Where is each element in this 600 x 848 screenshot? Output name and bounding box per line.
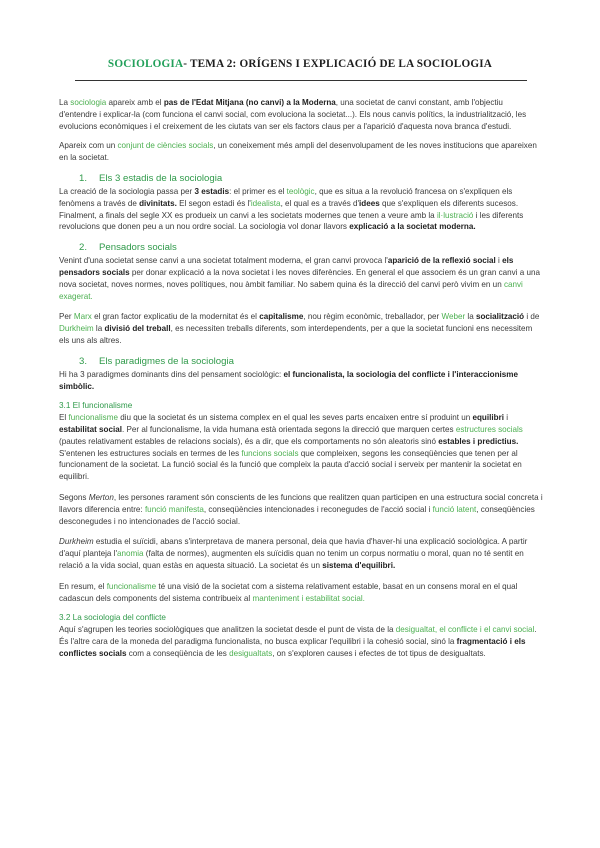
subsection-3-1-heading: 3.1 El funcionalisme	[59, 401, 133, 411]
section-3-intro: Hi ha 3 paradigmes dominants dins del pensament sociològic: el funcionalista, la sociologia del conflicte i l'interaccionisme simbòlic.	[59, 369, 518, 391]
section-2-heading: 2. Pensadors socials	[79, 242, 177, 254]
subsection-3-1-paragraph-4: En resum, el funcionalisme té una visió de la societat com a sistema relativament estable, basat en un consens moral en el qual cadascun dels components del sistema contribueix al manteniment i estabilitat social.	[59, 581, 518, 603]
title-topic: - TEMA 2: ORÍGENS I EXPLICACIÓ DE LA SOCIOLOGIA	[183, 58, 493, 70]
keyword-sociologia: sociologia	[70, 98, 107, 107]
title-subject: SOCIOLOGIA	[107, 58, 184, 70]
subsection-3-1-paragraph-3: Durkheim estudia el suïcidi, abans s'interpretava de manera personal, deia que havia d'haver-hi una explicació sociològica. A partir d'aquí planteja l'anomia (falta de normes), augmenten els suïcidis quan no tenim un corpus normatiu o moral, quan no té sentit en relació a la vida social, quan estàs en aquesta situació. La societat és un sistema d'equilibri.	[59, 537, 528, 570]
subsection-3-2-heading: 3.2 La sociologia del conflicte	[59, 613, 166, 623]
section-2-paragraph-1: Venint d'una societat sense canvi a una societat totalment moderna, el gran canvi provoca l'aparició de la reflexió social i els pensadors socials per donar explicació a la nova societat i les noves diferències. En general el que associem és un gran canvi a una nova societat, noves normes, noves polítiques, nou àmbit familiar. No sabem quina és la direcció del canvi però vivim en un canvi exagerat.	[59, 256, 540, 301]
subsection-3-1-paragraph-2: Segons Merton, les persones rarament són conscients de les funcions que realitzen quan participen en una estructura social concreta i llavors diferencia entre: funció manifesta, conseqüències intencionades i reconegudes de l'acció social i funció latent, conseqüències desconegudes i no intencionades de l'acció social.	[59, 492, 543, 526]
section-3-heading: 3. Els paradigmes de la sociologia	[79, 355, 234, 367]
document-body	[59, 97, 543, 659]
section-2-paragraph-2: Per Marx el gran factor explicatiu de la modernitat és el capitalisme, nou règim econòmic, treballador, per Weber la socialització i de Durkheim la divisió del treball, es necessiten treballs diferents, som interdependents, per a que la societat funcioni ens necessitem els uns als altres.	[59, 312, 540, 345]
page-title	[0, 58, 600, 70]
subsection-3-1-paragraph-1: El funcionalisme diu que la societat és un sistema complex en el qual les seves parts encaixen entre sí produint un equilibri i estabilitat social. Per al funcionalisme, la vida humana està orientada segons la direcció que marquen certes estructures socials (pautes relativament estables de relacions socials), és a dir, que els comportaments no són aleatoris sinó estables i predictius. S'entenen les estructures socials en termes de les funcions socials que compleixen, segons les conseqüències que tenen per al funcionament de la societat. La funció social és la funció que compleix la pauta d'acció social i serveix per mantenir la societat en equilibri.	[59, 413, 523, 482]
subsection-3-2-paragraph-1: Aquí s'agrupen les teories sociològiques que analitzen la societat desde el punt de vista de la desigualtat, el conflicte i el canvi social. És l'altre cara de la moneda del paradigma funcionalista, no busca explicar l'equilibri i la cohesió social, sinó la fragmentació i els conflictes socials com a conseqüència de les desigualtats, on s'exploren causes i efectes de tot tipus de desigualtats.	[59, 625, 537, 658]
section-1-heading: 1. Els 3 estadis de la sociologia	[79, 172, 223, 184]
title-underline	[75, 80, 527, 81]
intro-paragraph-2: Apareix com un conjunt de ciències socials, un coneixement més ampli del desenvolupament de les noves institucions que apareixen en la societat.	[59, 141, 537, 163]
section-1-paragraph: La creació de la sociologia passa per 3 estadis: el primer es el teològic, que es situa a la revolució francesa on s'expliquen els fenòmens a través de divinitats. El segon estadi és l'idealista, el qual es a través d'idees que s'expliquen els diferents sucesos. Finalment, a finals del segle XX es produeix un canvi a les societats modernes que tenen a veure amb la il·lustració i les diferents revolucions que donen peu a un nou ordre social. La sociologia vol donar llavors explicació a la societat moderna.	[59, 186, 524, 232]
intro-paragraph-1: La sociologia apareix amb el pas de l'Edat Mitjana (no canvi) a la Moderna, una societat de canvi constant, amb l'objectiu d'entendre i explicar-la (com funciona el canvi social, com evoluciona la societat...). Els nous canvis polítics, la industrialització, les evolucions econòmiques i el creixement de les ciutats van ser els factors claus per a l'aparició d'aquesta nova branca d'estudi.	[59, 98, 527, 131]
